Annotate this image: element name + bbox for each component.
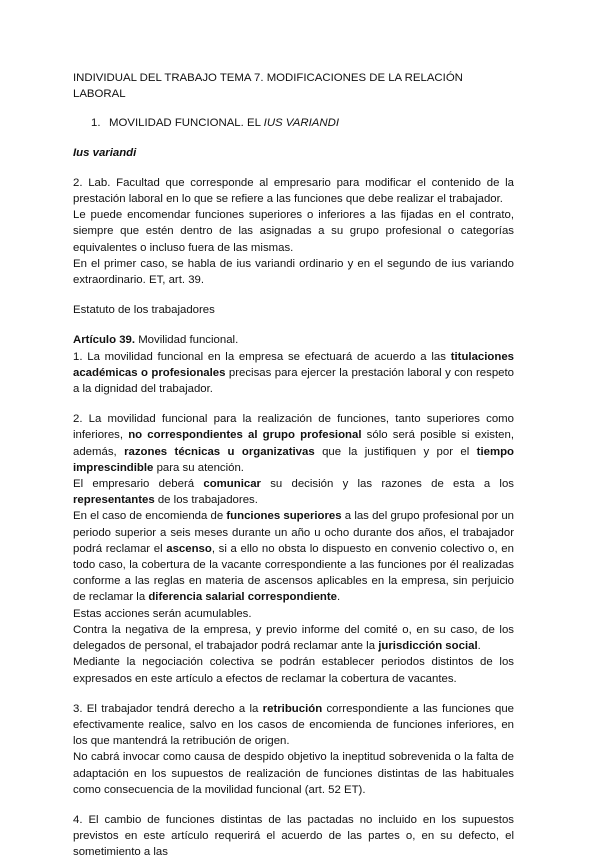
statute-heading: Estatuto de los trabajadores [73,304,215,317]
text-run: de los trabajadores. [154,494,258,507]
bold-run: razones técnicas u organizativas [124,445,315,458]
intro-paragraph-3: En el primer caso, se habla de ius variandi ordinario y en el segundo de ius variando extraordinario. ET, art. 39. [73,257,514,287]
text-run: a las del grupo profesional por un periodo superior a seis meses durante un año u ocho durante dos años, el trabajador podrá reclamar el [73,510,514,555]
bold-run: no correspondientes al grupo profesional [128,429,362,442]
article-paragraph-3 [73,701,514,750]
article-paragraph-2 [73,411,514,476]
article-paragraph-2-communicate [73,476,514,508]
intro-paragraph-2: Le puede encomendar funciones superiores o inferiores a las fijadas en el contrato, siempre que estén dentro de las asignadas a su grupo profesional o categorías equivalentes o incluso fuera de las mismas. [73,209,514,254]
section-heading-text: MOVILIDAD FUNCIONAL. EL [109,117,264,130]
bold-run: comunicar [203,478,261,491]
text-run: que la justifiquen y por el [314,445,477,458]
article-paragraph-1 [73,349,514,398]
text-run: su decisión y las razones de esta a los [260,478,514,491]
ius-variandi-heading: Ius variandi [73,146,137,159]
bold-run: titulaciones académicas o profesionales [73,350,514,379]
article-paragraph-2-negotiation: Mediante la negociación colectiva se podrán establecer periodos distintos de los expresados en este artículo a efectos de reclamar la cobertura de vacantes. [73,656,514,685]
section-heading-movilidad-funcional [73,115,514,131]
text-run: 3. El trabajador tendrá derecho a la [73,702,263,715]
text-run: . [337,591,341,604]
text-run: correspondiente a las funciones que efectivamente realice, salvo en los casos de encomienda de funciones inferiores, en los que mantendrá la retribución de origen. [73,702,515,748]
article-paragraph-3-dismissal: No cabrá invocar como causa de despido objetivo la ineptitud sobrevenida o la falta de adaptación en los supuestos de realización de funciones distintas de las habituales como consecuencia de la movilidad funcional (art. 52 ET). [73,751,514,796]
text-run: , si a ello no obsta lo dispuesto en convenio colectivo o, en todo caso, la cobertura de la vacante correspondiente a las funciones por él realizadas conforme a las reglas en materia de ascensos aplicables en la empresa, sin perjuicio de reclamar la [73,542,514,604]
text-run: precisas para ejercer la prestación laboral y con respeto a la dignidad del trabajador. [73,366,514,396]
text-run: En el caso de encomienda de [73,510,227,523]
text-run: para su atención. [153,461,244,474]
bold-run: funciones superiores [226,510,342,523]
article-paragraph-2-cumulative: Estas acciones serán acumulables. [73,607,252,620]
text-run: 1. La movilidad funcional en la empresa se efectuará de acuerdo a las [73,350,451,363]
article-title: Movilidad funcional. [135,334,239,347]
document-title: INDIVIDUAL DEL TRABAJO TEMA 7. MODIFICACIONES DE LA RELACIÓN LABORAL [73,72,463,101]
text-run: 2. La movilidad funcional para la realización de funciones, tanto superiores como inferiores, [73,413,514,442]
article-paragraph-4: 4. El cambio de funciones distintas de las pactadas no incluido en los supuestos previstos en este artículo requerirá el acuerdo de las partes o, en su defecto, el sometimiento a las [73,813,514,859]
text-run: sólo será posible si existen, además, [73,429,514,458]
bold-run: retribución [262,702,323,715]
bold-run: ascenso [166,542,212,555]
bold-run: jurisdicción social [378,640,478,653]
article-paragraph-2-claim [73,622,514,654]
article-paragraph-2-superior [73,508,514,605]
section-number: 1. [91,117,101,130]
article-label: Artículo 39. [73,334,136,347]
bold-run: representantes [73,494,155,507]
intro-paragraph-1: 2. Lab. Facultad que corresponde al empresario para modificar el contenido de la prestación laboral en lo que se refiere a las funciones que debe realizar el trabajador. [73,176,514,206]
text-run: . [477,640,481,653]
section-heading-italic: IUS VARIANDI [263,117,339,130]
text-run: Contra la negativa de la empresa, y previo informe del comité o, en su caso, de los delegados de personal, el trabajador podrá reclamar ante la [73,623,514,653]
bold-run: diferencia salarial correspondiente [148,591,337,604]
bold-run: tiempo imprescindible [73,445,515,474]
text-run: El empresario deberá [73,478,204,491]
article-heading [73,332,514,348]
